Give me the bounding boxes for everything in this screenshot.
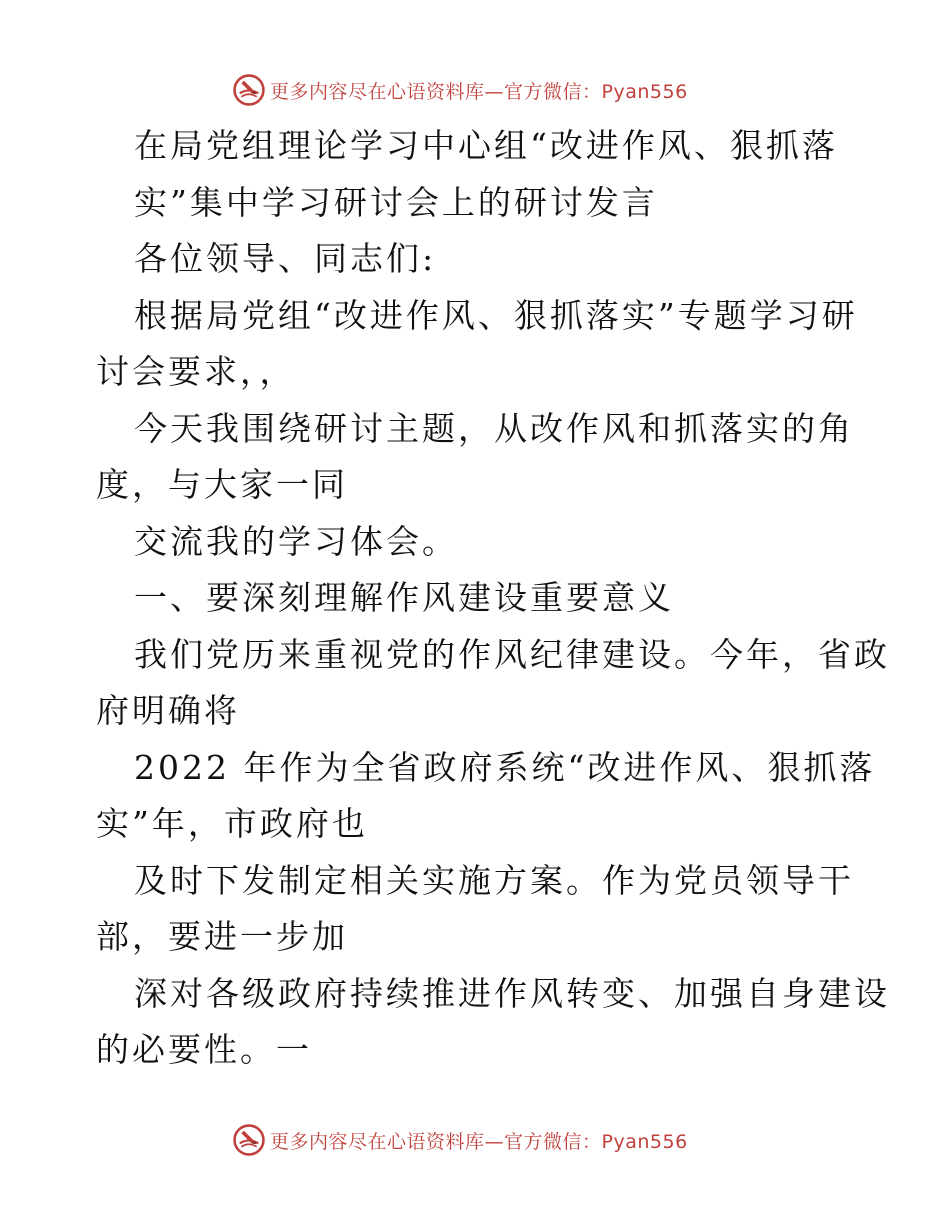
watermark-text: 更多内容尽在心语资料库—官方微信：Pyan556 xyxy=(270,80,688,103)
book-logo-icon xyxy=(232,1123,266,1157)
text-line: 实”集中学习研讨会上的研讨发言 xyxy=(134,182,658,222)
book-logo-icon xyxy=(232,73,266,107)
text-line: 的必要性。一 xyxy=(96,1030,312,1069)
text-line: 深对各级政府持续推进作风转变、加强自身建设 xyxy=(134,973,890,1013)
text-line: 根据局党组“改进作风、狠抓落实”专题学习研 xyxy=(134,295,858,335)
text-line: 在局党组理论学习中心组“改进作风、狠抓落 xyxy=(134,126,838,165)
text-line: 今天我围绕研讨主题，从改作风和抓落实的角 xyxy=(134,408,854,448)
text-line: 及时下发制定相关实施方案。作为党员领导干 xyxy=(134,860,854,900)
watermark-text: 更多内容尽在心语资料库—官方微信：Pyan556 xyxy=(270,1130,688,1153)
watermark-banner-bottom xyxy=(0,1120,950,1160)
text-line: 实”年，市政府也 xyxy=(96,804,368,843)
text-line: 度，与大家一同 xyxy=(96,465,348,504)
document-body xyxy=(96,118,890,1079)
text-line: 2022 年作为全省政府系统“改进作风、狠抓落 xyxy=(134,747,876,787)
text-line: 交流我的学习体会。 xyxy=(134,521,458,561)
text-line: 讨会要求，， xyxy=(96,352,296,391)
text-line: 一、要深刻理解作风建设重要意义 xyxy=(134,578,674,617)
watermark-banner-top xyxy=(0,70,950,110)
text-line: 部，要进一步加 xyxy=(96,917,348,956)
text-line: 府明确将 xyxy=(96,691,240,730)
text-line: 我们党历来重视党的作风纪律建设。今年，省政 xyxy=(134,634,890,674)
text-line: 各位领导、同志们: xyxy=(134,239,437,278)
